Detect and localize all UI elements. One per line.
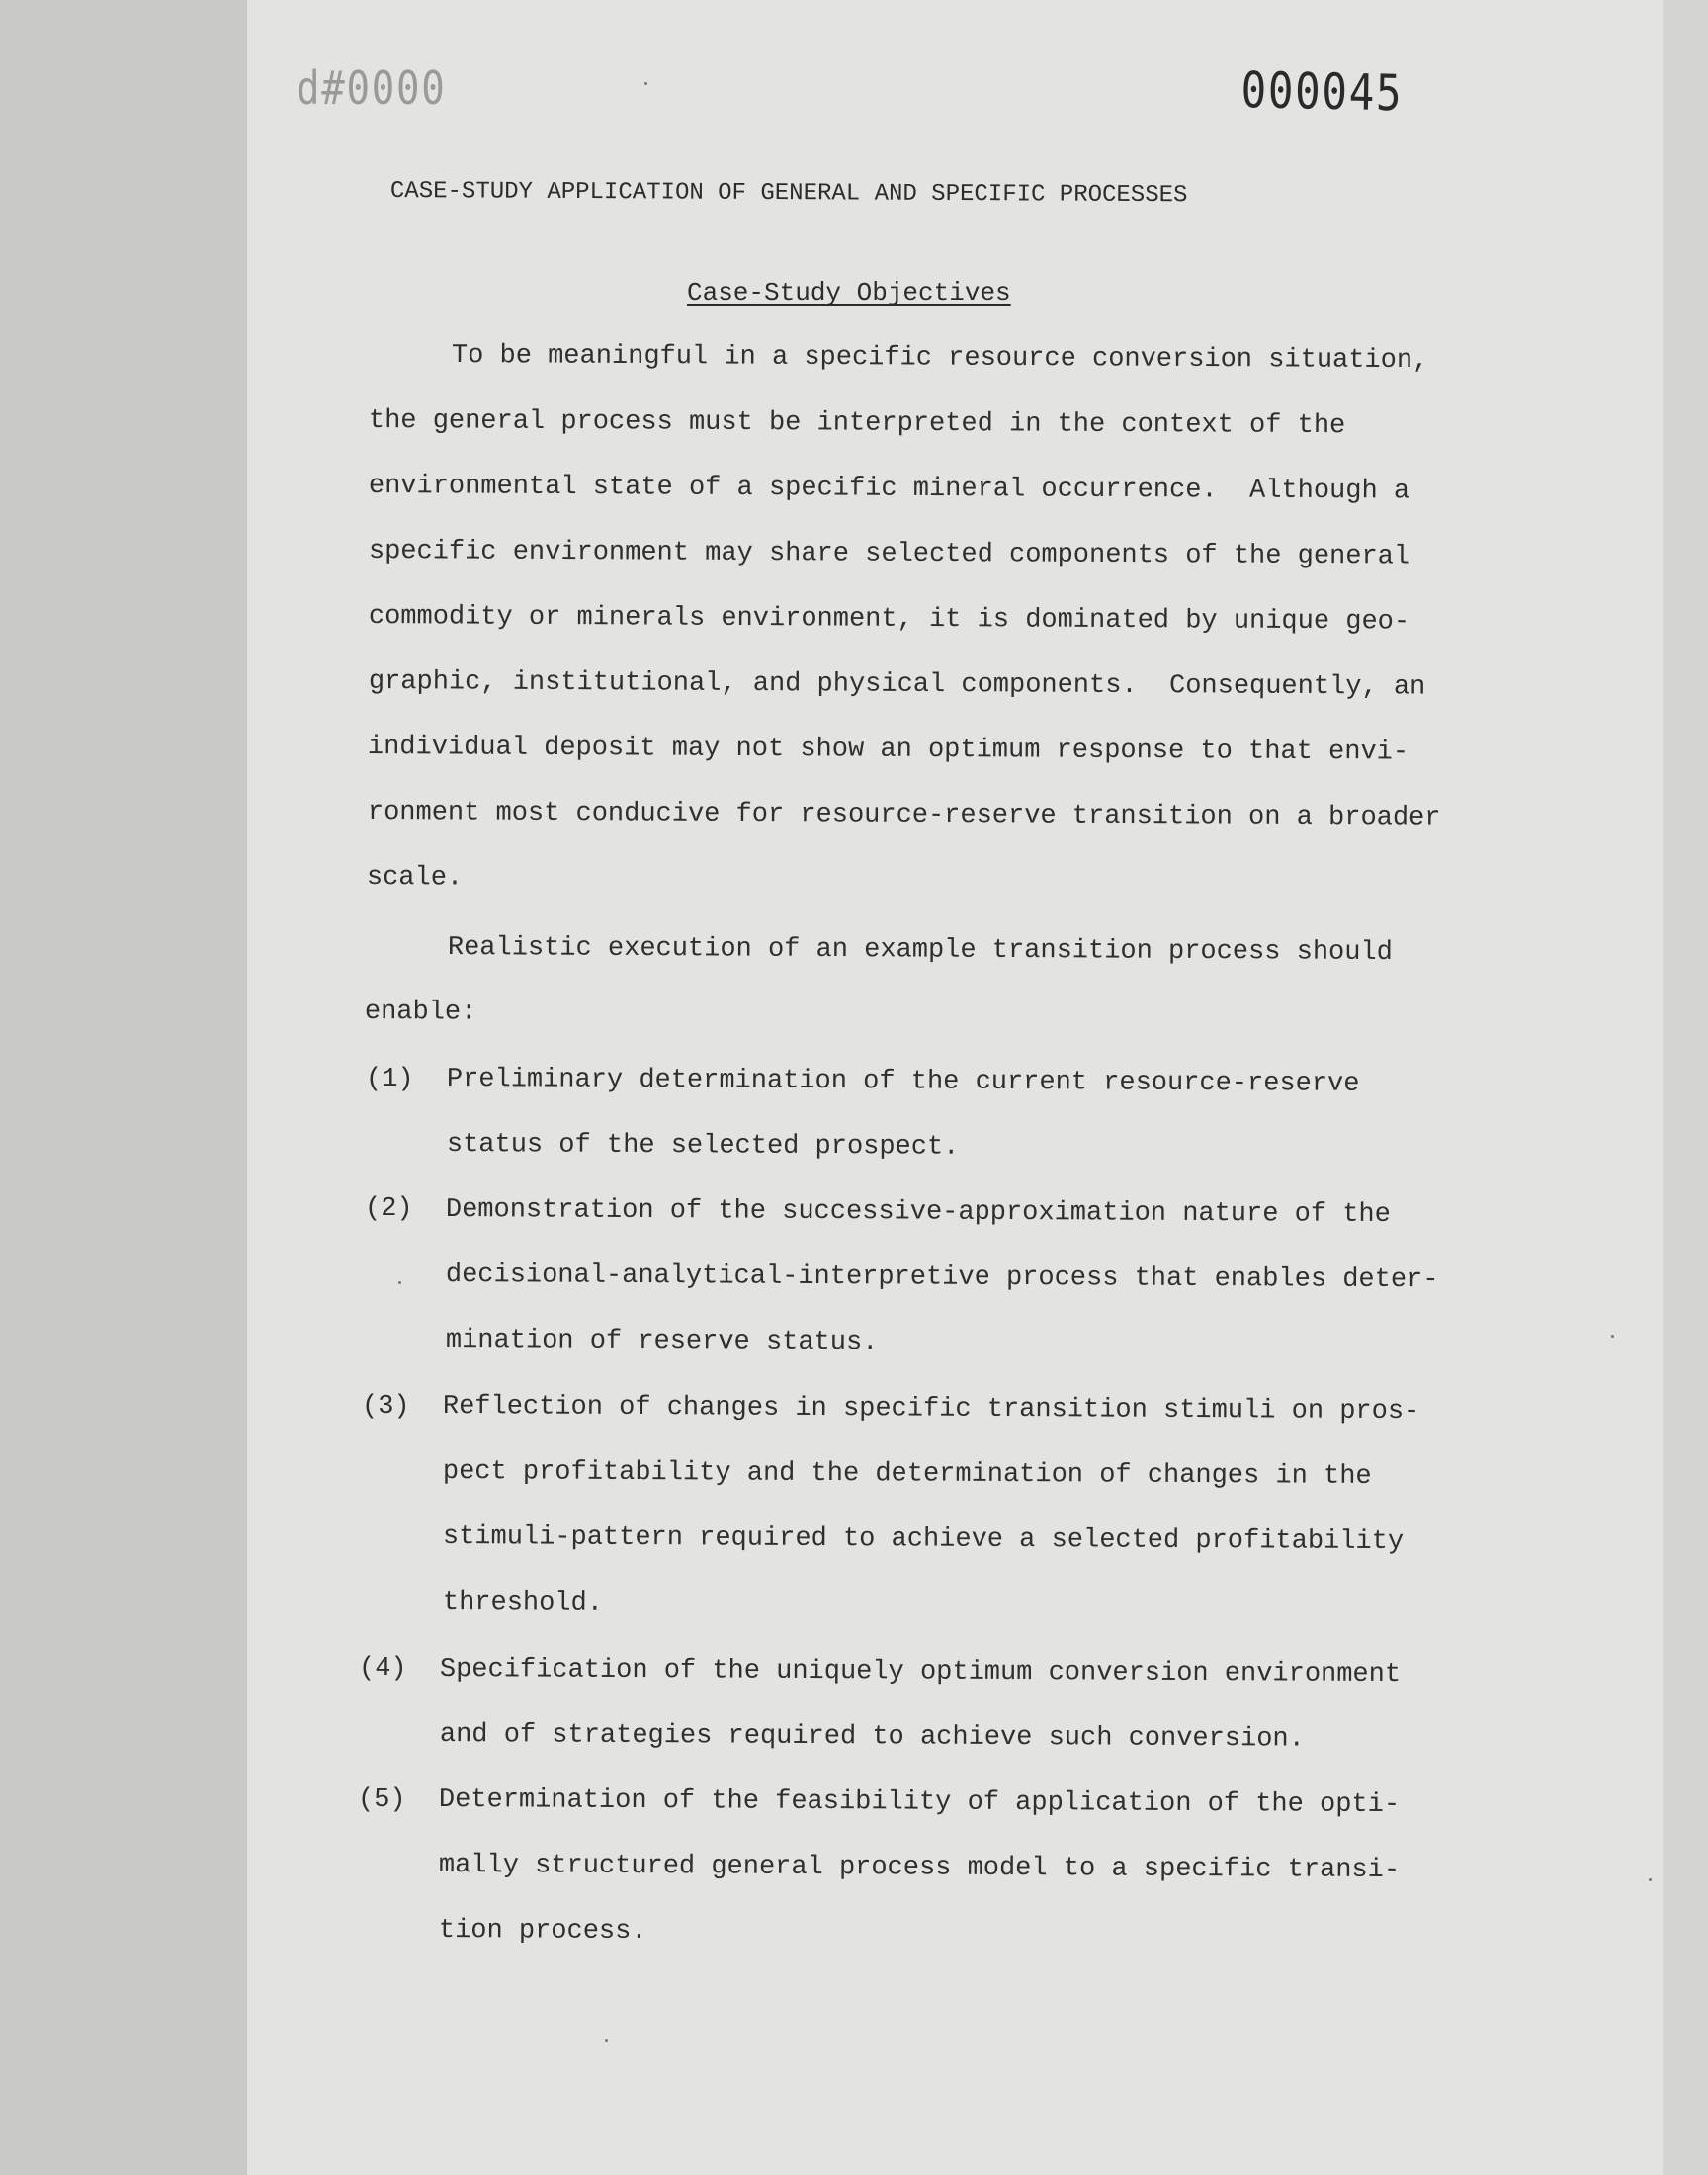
- list-item-line: and of strategies required to achieve such conversion.: [439, 1720, 1305, 1755]
- section-heading: Case-Study Objectives: [687, 278, 1011, 307]
- list-item-line: Preliminary determination of the current resource-reserve: [446, 1065, 1360, 1099]
- list-item-number: (5): [358, 1785, 406, 1815]
- paragraph-line: To be meaningful in a specific resource conversion situation,: [451, 341, 1429, 377]
- faded-page-stamp: d#0000: [297, 61, 447, 115]
- page-number-stamp: 000045: [1240, 61, 1404, 123]
- paragraph-line: graphic, institutional, and physical components. Consequently, an: [368, 667, 1426, 703]
- paragraph-line: ronment most conducive for resource-reserve transition on a broader: [367, 798, 1441, 833]
- list-item-number: (4): [359, 1654, 407, 1684]
- list-item-line: Reflection of changes in specific transition stimuli on pros-: [442, 1392, 1420, 1428]
- paragraph-line: Realistic execution of an example transition process should: [447, 933, 1393, 969]
- scan-speck: [1611, 1335, 1614, 1338]
- paragraph-line: environmental state of a specific mineral occurrence. Although a: [368, 472, 1410, 507]
- page-edge: [1663, 0, 1708, 2175]
- list-item-line: Specification of the uniquely optimum conversion environment: [439, 1655, 1402, 1691]
- scan-speck: [605, 2039, 608, 2042]
- paragraph-line: enable:: [364, 998, 477, 1028]
- paragraph-line: commodity or minerals environment, it is dominated by unique geo-: [368, 602, 1410, 638]
- paragraph-line: specific environment may share selected components of the general: [368, 537, 1410, 572]
- list-item-line: stimuli-pattern required to achieve a selected profitability: [442, 1522, 1405, 1558]
- scan-speck: [398, 1281, 401, 1284]
- list-item-line: Demonstration of the successive-approximation nature of the: [445, 1195, 1391, 1231]
- list-item-number: (1): [366, 1065, 414, 1094]
- list-item-line: mination of reserve status.: [445, 1326, 879, 1358]
- list-item-line: Determination of the feasibility of application of the opti-: [438, 1785, 1401, 1821]
- scan-speck: [644, 82, 647, 85]
- list-item-line: threshold.: [442, 1588, 604, 1618]
- list-item-line: mally structured general process model to a specific transi-: [438, 1851, 1401, 1886]
- paragraph-line: the general process must be interpreted in the context of the: [368, 406, 1346, 442]
- scan-speck: [1649, 1878, 1652, 1881]
- paragraph-line: individual deposit may not show an optimum response to that envi-: [367, 733, 1409, 768]
- paragraph-line: scale.: [366, 863, 464, 894]
- list-item-line: decisional-analytical-interpretive process that enables deter-: [445, 1261, 1439, 1296]
- list-item-line: tion process.: [438, 1916, 647, 1948]
- list-item-number: (3): [362, 1392, 410, 1422]
- list-item-line: pect profitability and the determination of changes in the: [442, 1457, 1372, 1492]
- document-title: CASE-STUDY APPLICATION OF GENERAL AND SPECIFIC PROCESSES: [389, 178, 1188, 210]
- list-item-number: (2): [365, 1194, 413, 1224]
- list-item-line: status of the selected prospect.: [446, 1130, 960, 1163]
